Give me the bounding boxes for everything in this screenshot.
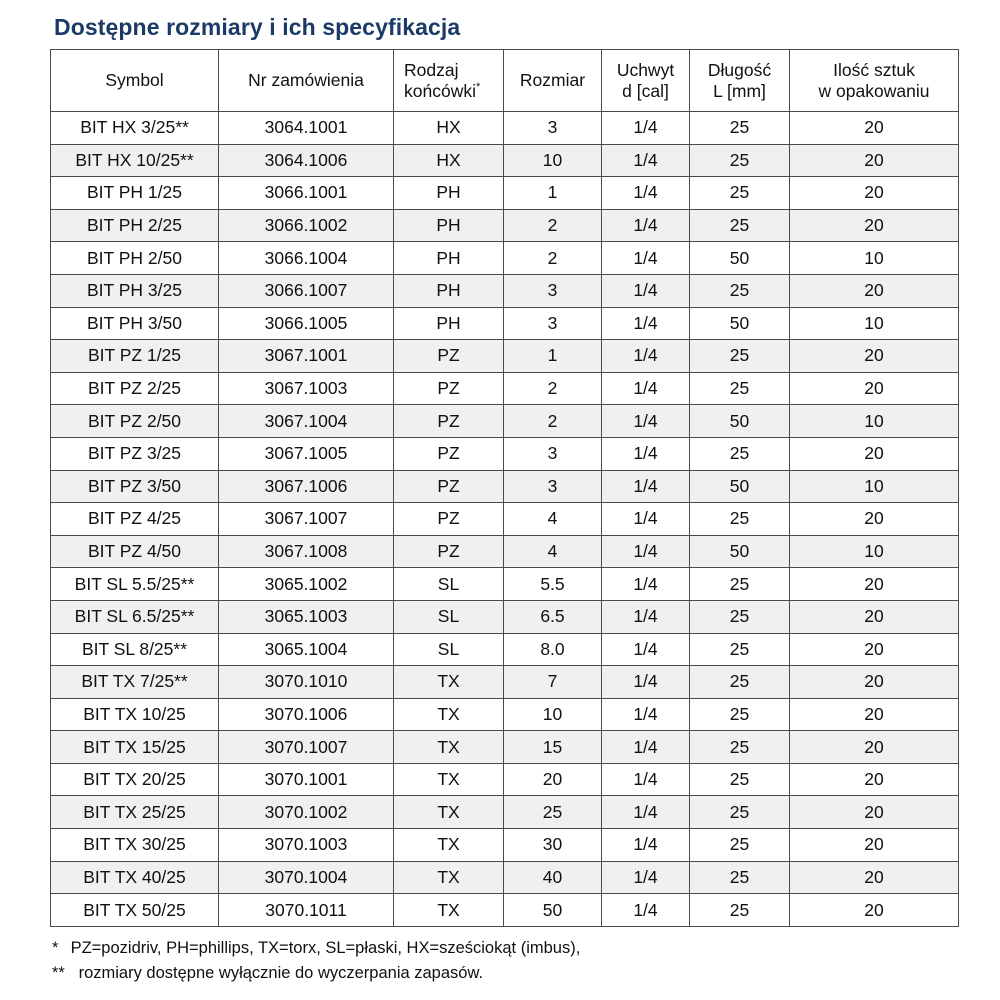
page-title: Dostępne rozmiary i ich specyfikacja [54, 14, 461, 40]
column-header-symbol: Symbol [51, 50, 219, 112]
cell-size: 10 [504, 698, 602, 731]
cell-symbol: BIT SL 8/25** [51, 633, 219, 666]
cell-tip-type: PH [394, 177, 504, 210]
cell-size: 3 [504, 112, 602, 145]
column-header-size: Rozmiar [504, 50, 602, 112]
cell-symbol: BIT TX 30/25 [51, 829, 219, 862]
column-header-grip-line1: Uchwyt [616, 59, 675, 80]
cell-tip-type: PZ [394, 405, 504, 438]
cell-grip: 1/4 [602, 535, 690, 568]
cell-grip: 1/4 [602, 666, 690, 699]
footnote-1 [52, 936, 978, 962]
table-row [51, 600, 959, 633]
cell-grip: 1/4 [602, 861, 690, 894]
cell-length: 25 [690, 796, 790, 829]
cell-size: 4 [504, 503, 602, 536]
cell-order-number: 3070.1003 [219, 829, 394, 862]
table-row [51, 568, 959, 601]
cell-tip-type: TX [394, 731, 504, 764]
footnote-marker: ** [52, 964, 65, 983]
cell-tip-type: HX [394, 112, 504, 145]
cell-size: 15 [504, 731, 602, 764]
table-row [51, 307, 959, 340]
cell-length: 25 [690, 861, 790, 894]
cell-grip: 1/4 [602, 437, 690, 470]
table-row [51, 144, 959, 177]
table-row [51, 633, 959, 666]
table-row [51, 763, 959, 796]
cell-size: 2 [504, 405, 602, 438]
footnote-marker-type: * [475, 80, 481, 93]
cell-order-number: 3067.1006 [219, 470, 394, 503]
cell-order-number: 3065.1002 [219, 568, 394, 601]
table-row [51, 861, 959, 894]
cell-tip-type: PH [394, 242, 504, 275]
cell-pack-quantity: 20 [790, 666, 959, 699]
table-row [51, 698, 959, 731]
cell-pack-quantity: 20 [790, 209, 959, 242]
table-row [51, 731, 959, 764]
cell-pack-quantity: 20 [790, 861, 959, 894]
cell-grip: 1/4 [602, 372, 690, 405]
cell-pack-quantity: 10 [790, 470, 959, 503]
footnotes [52, 936, 978, 987]
cell-order-number: 3064.1001 [219, 112, 394, 145]
cell-order-number: 3066.1004 [219, 242, 394, 275]
table-header-row [51, 50, 959, 112]
cell-order-number: 3065.1003 [219, 600, 394, 633]
cell-length: 25 [690, 209, 790, 242]
cell-pack-quantity: 20 [790, 503, 959, 536]
cell-pack-quantity: 10 [790, 307, 959, 340]
table-row [51, 372, 959, 405]
column-header-grip-line2: d [cal] [622, 80, 669, 101]
cell-symbol: BIT PZ 2/50 [51, 405, 219, 438]
cell-order-number: 3067.1004 [219, 405, 394, 438]
cell-order-number: 3064.1006 [219, 144, 394, 177]
cell-order-number: 3067.1005 [219, 437, 394, 470]
cell-pack-quantity: 20 [790, 177, 959, 210]
cell-grip: 1/4 [602, 600, 690, 633]
footnote-marker: * [52, 938, 59, 957]
cell-length: 25 [690, 177, 790, 210]
cell-size: 30 [504, 829, 602, 862]
cell-pack-quantity: 10 [790, 242, 959, 275]
cell-symbol: BIT PZ 4/25 [51, 503, 219, 536]
cell-tip-type: PZ [394, 503, 504, 536]
cell-tip-type: TX [394, 829, 504, 862]
table-header [51, 50, 959, 112]
cell-grip: 1/4 [602, 405, 690, 438]
cell-symbol: BIT PZ 3/25 [51, 437, 219, 470]
cell-order-number: 3066.1002 [219, 209, 394, 242]
cell-size: 1 [504, 340, 602, 373]
cell-symbol: BIT TX 25/25 [51, 796, 219, 829]
cell-symbol: BIT PH 1/25 [51, 177, 219, 210]
cell-symbol: BIT PZ 1/25 [51, 340, 219, 373]
cell-grip: 1/4 [602, 698, 690, 731]
table-row [51, 274, 959, 307]
cell-size: 3 [504, 470, 602, 503]
cell-pack-quantity: 20 [790, 829, 959, 862]
cell-length: 25 [690, 144, 790, 177]
cell-grip: 1/4 [602, 144, 690, 177]
cell-size: 3 [504, 307, 602, 340]
cell-grip: 1/4 [602, 209, 690, 242]
cell-size: 5.5 [504, 568, 602, 601]
cell-tip-type: PZ [394, 437, 504, 470]
cell-pack-quantity: 20 [790, 372, 959, 405]
cell-length: 50 [690, 470, 790, 503]
cell-length: 50 [690, 307, 790, 340]
cell-grip: 1/4 [602, 796, 690, 829]
cell-grip: 1/4 [602, 763, 690, 796]
cell-order-number: 3070.1002 [219, 796, 394, 829]
cell-order-number: 3067.1007 [219, 503, 394, 536]
cell-order-number: 3070.1006 [219, 698, 394, 731]
cell-grip: 1/4 [602, 633, 690, 666]
cell-pack-quantity: 20 [790, 894, 959, 927]
table-row [51, 177, 959, 210]
cell-symbol: BIT PZ 4/50 [51, 535, 219, 568]
cell-length: 50 [690, 405, 790, 438]
column-header-tip-type-line1: Rodzaj [404, 59, 459, 80]
cell-order-number: 3070.1007 [219, 731, 394, 764]
column-header-tip-type [394, 50, 504, 112]
cell-tip-type: PZ [394, 535, 504, 568]
cell-tip-type: PZ [394, 470, 504, 503]
cell-pack-quantity: 20 [790, 144, 959, 177]
cell-pack-quantity: 10 [790, 405, 959, 438]
cell-grip: 1/4 [602, 894, 690, 927]
cell-tip-type: PZ [394, 340, 504, 373]
cell-tip-type: TX [394, 763, 504, 796]
column-header-tip-type-line2: końcówki [404, 80, 476, 101]
cell-order-number: 3067.1001 [219, 340, 394, 373]
table-row [51, 340, 959, 373]
specification-table [50, 49, 959, 927]
cell-length: 50 [690, 535, 790, 568]
cell-size: 3 [504, 274, 602, 307]
cell-tip-type: TX [394, 698, 504, 731]
cell-size: 2 [504, 209, 602, 242]
cell-tip-type: HX [394, 144, 504, 177]
cell-size: 40 [504, 861, 602, 894]
cell-tip-type: PH [394, 209, 504, 242]
cell-size: 25 [504, 796, 602, 829]
cell-length: 25 [690, 568, 790, 601]
cell-grip: 1/4 [602, 242, 690, 275]
cell-size: 6.5 [504, 600, 602, 633]
table-row [51, 242, 959, 275]
cell-tip-type: PH [394, 307, 504, 340]
cell-symbol: BIT PH 3/25 [51, 274, 219, 307]
cell-grip: 1/4 [602, 112, 690, 145]
table-row [51, 829, 959, 862]
cell-tip-type: TX [394, 666, 504, 699]
cell-size: 20 [504, 763, 602, 796]
cell-length: 25 [690, 829, 790, 862]
cell-pack-quantity: 20 [790, 698, 959, 731]
column-header-pack-line1: Ilość sztuk [833, 59, 915, 80]
footnote-text: PZ=pozidriv, PH=phillips, TX=torx, SL=płaski, HX=sześciokąt (imbus), [66, 938, 581, 957]
cell-size: 3 [504, 437, 602, 470]
table-row [51, 535, 959, 568]
cell-grip: 1/4 [602, 568, 690, 601]
cell-pack-quantity: 20 [790, 600, 959, 633]
cell-grip: 1/4 [602, 177, 690, 210]
cell-symbol: BIT TX 7/25** [51, 666, 219, 699]
cell-symbol: BIT SL 5.5/25** [51, 568, 219, 601]
table-row [51, 894, 959, 927]
cell-pack-quantity: 20 [790, 340, 959, 373]
cell-symbol: BIT TX 50/25 [51, 894, 219, 927]
footnote-text: rozmiary dostępne wyłącznie do wyczerpania zapasów. [74, 964, 484, 983]
cell-tip-type: SL [394, 600, 504, 633]
cell-length: 25 [690, 633, 790, 666]
cell-size: 2 [504, 372, 602, 405]
cell-size: 4 [504, 535, 602, 568]
cell-size: 10 [504, 144, 602, 177]
cell-length: 25 [690, 731, 790, 764]
cell-order-number: 3070.1011 [219, 894, 394, 927]
cell-tip-type: SL [394, 633, 504, 666]
cell-symbol: BIT TX 20/25 [51, 763, 219, 796]
table-row [51, 796, 959, 829]
cell-symbol: BIT PZ 3/50 [51, 470, 219, 503]
column-header-pack-quantity [790, 50, 959, 112]
cell-pack-quantity: 20 [790, 796, 959, 829]
cell-pack-quantity: 20 [790, 763, 959, 796]
cell-length: 25 [690, 666, 790, 699]
cell-length: 25 [690, 372, 790, 405]
cell-tip-type: TX [394, 796, 504, 829]
table-row [51, 437, 959, 470]
cell-length: 25 [690, 437, 790, 470]
footnote-2 [52, 961, 978, 987]
cell-order-number: 3067.1003 [219, 372, 394, 405]
table-row [51, 470, 959, 503]
cell-size: 7 [504, 666, 602, 699]
cell-symbol: BIT PZ 2/25 [51, 372, 219, 405]
cell-symbol: BIT PH 2/50 [51, 242, 219, 275]
cell-pack-quantity: 20 [790, 112, 959, 145]
table-row [51, 112, 959, 145]
cell-grip: 1/4 [602, 731, 690, 764]
cell-grip: 1/4 [602, 470, 690, 503]
cell-length: 25 [690, 112, 790, 145]
cell-order-number: 3070.1004 [219, 861, 394, 894]
cell-grip: 1/4 [602, 340, 690, 373]
cell-order-number: 3066.1001 [219, 177, 394, 210]
cell-order-number: 3070.1001 [219, 763, 394, 796]
cell-symbol: BIT SL 6.5/25** [51, 600, 219, 633]
cell-length: 25 [690, 763, 790, 796]
cell-length: 25 [690, 894, 790, 927]
cell-length: 50 [690, 242, 790, 275]
cell-tip-type: PH [394, 274, 504, 307]
table-row [51, 503, 959, 536]
cell-size: 50 [504, 894, 602, 927]
cell-symbol: BIT TX 15/25 [51, 731, 219, 764]
column-header-length [690, 50, 790, 112]
column-header-pack-line2: w opakowaniu [818, 80, 930, 101]
cell-length: 25 [690, 274, 790, 307]
cell-length: 25 [690, 340, 790, 373]
table-row [51, 209, 959, 242]
cell-length: 25 [690, 600, 790, 633]
cell-tip-type: PZ [394, 372, 504, 405]
cell-grip: 1/4 [602, 307, 690, 340]
cell-symbol: BIT PH 3/50 [51, 307, 219, 340]
cell-order-number: 3070.1010 [219, 666, 394, 699]
table-row [51, 405, 959, 438]
cell-tip-type: TX [394, 894, 504, 927]
cell-pack-quantity: 20 [790, 633, 959, 666]
cell-pack-quantity: 20 [790, 437, 959, 470]
cell-symbol: BIT TX 40/25 [51, 861, 219, 894]
cell-pack-quantity: 10 [790, 535, 959, 568]
cell-length: 25 [690, 503, 790, 536]
cell-tip-type: SL [394, 568, 504, 601]
cell-order-number: 3067.1008 [219, 535, 394, 568]
cell-symbol: BIT PH 2/25 [51, 209, 219, 242]
cell-pack-quantity: 20 [790, 274, 959, 307]
column-header-order-number: Nr zamówienia [219, 50, 394, 112]
cell-pack-quantity: 20 [790, 731, 959, 764]
cell-symbol: BIT TX 10/25 [51, 698, 219, 731]
cell-grip: 1/4 [602, 274, 690, 307]
cell-grip: 1/4 [602, 503, 690, 536]
cell-order-number: 3066.1005 [219, 307, 394, 340]
cell-tip-type: TX [394, 861, 504, 894]
cell-symbol: BIT HX 3/25** [51, 112, 219, 145]
cell-pack-quantity: 20 [790, 568, 959, 601]
column-header-grip [602, 50, 690, 112]
cell-size: 2 [504, 242, 602, 275]
cell-symbol: BIT HX 10/25** [51, 144, 219, 177]
table-body [51, 112, 959, 927]
cell-length: 25 [690, 698, 790, 731]
column-header-length-line1: Długość [707, 59, 772, 80]
table-row [51, 666, 959, 699]
cell-order-number: 3066.1007 [219, 274, 394, 307]
cell-order-number: 3065.1004 [219, 633, 394, 666]
cell-grip: 1/4 [602, 829, 690, 862]
cell-size: 8.0 [504, 633, 602, 666]
cell-size: 1 [504, 177, 602, 210]
column-header-length-line2: L [mm] [713, 80, 766, 101]
